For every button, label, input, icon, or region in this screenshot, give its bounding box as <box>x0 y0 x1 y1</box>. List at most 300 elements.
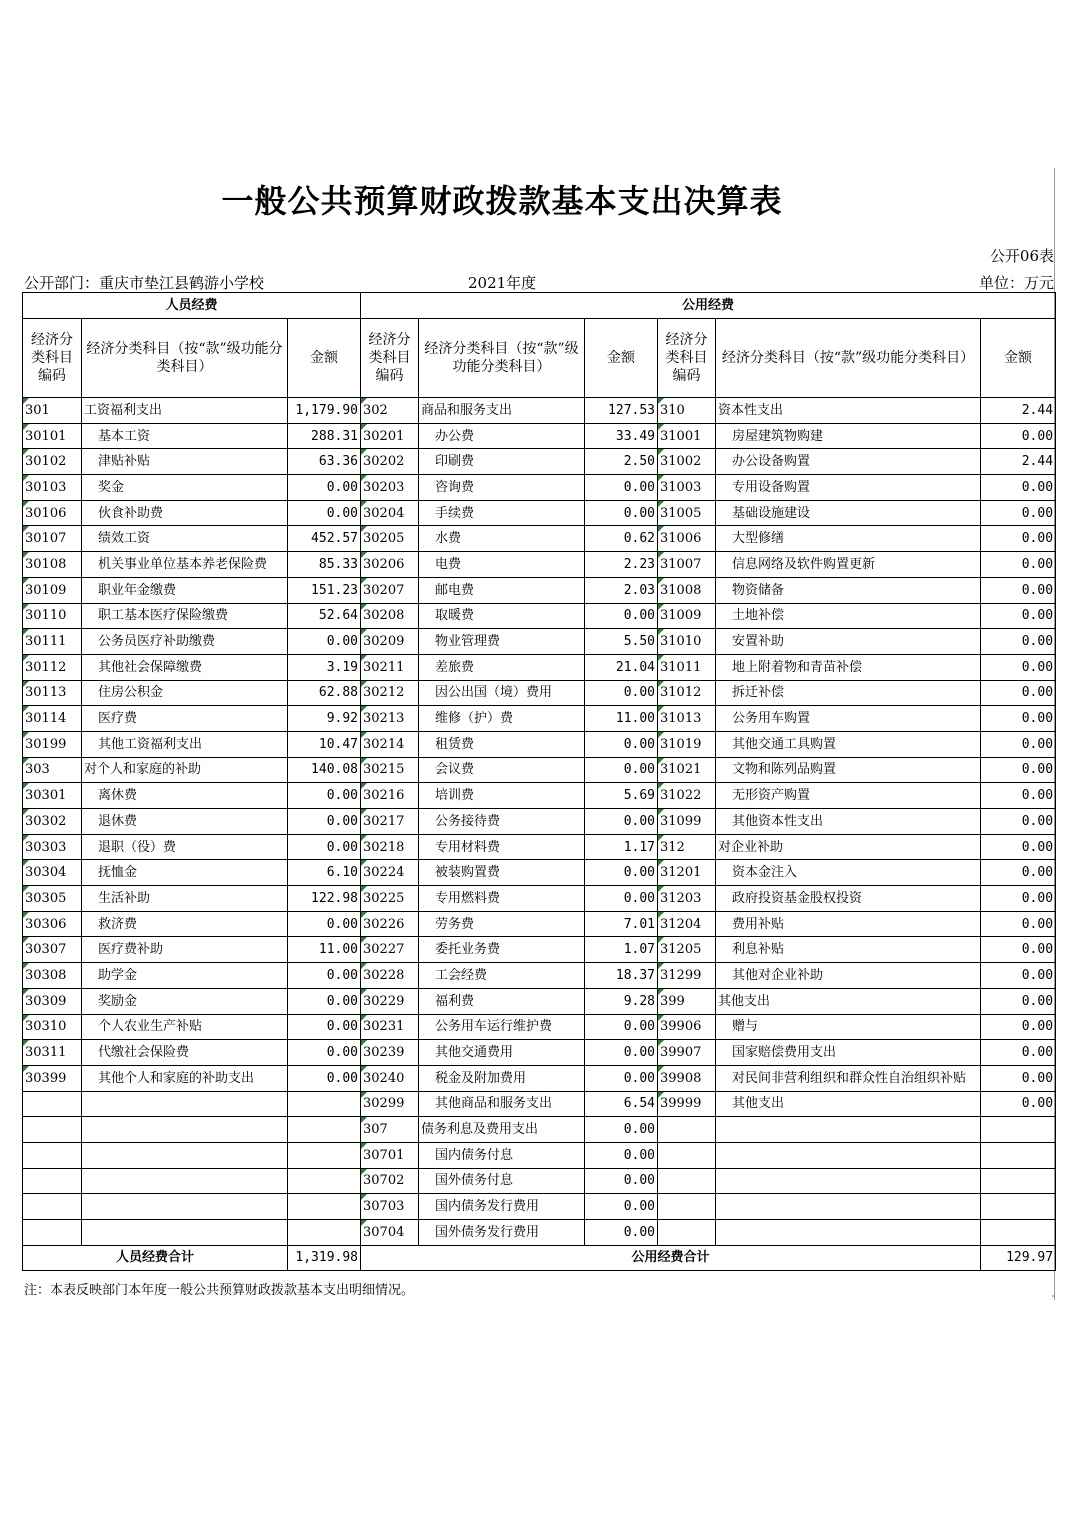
amount-cell: 85.33 <box>288 552 361 578</box>
table-row <box>23 937 1056 963</box>
amount-cell <box>288 1091 361 1117</box>
subject-cell: 因公出国（境）费用 <box>419 680 585 706</box>
subject-cell: 其他社会保障缴费 <box>82 654 288 680</box>
amount-cell: 2.03 <box>585 577 658 603</box>
table-row <box>23 757 1056 783</box>
public-total-value: 129.97 <box>981 1245 1056 1270</box>
code-cell <box>658 1117 716 1143</box>
subject-cell: 工资福利支出 <box>82 398 288 424</box>
amount-cell: 0.00 <box>981 654 1056 680</box>
expenditure-table <box>22 292 1056 1271</box>
subject-cell: 资本金注入 <box>716 860 981 886</box>
table-row <box>23 1065 1056 1091</box>
subject-cell: 职工基本医疗保险缴费 <box>82 603 288 629</box>
amount-cell: 1,179.90 <box>288 398 361 424</box>
subject-cell: 政府投资基金股权投资 <box>716 886 981 912</box>
amount-cell <box>981 1117 1056 1143</box>
header-subject: 经济分类科目（按“款”级功能分类科目） <box>716 319 981 398</box>
subject-cell: 被装购置费 <box>419 860 585 886</box>
code-cell: 30229 <box>361 988 419 1014</box>
code-cell <box>23 1220 82 1246</box>
subject-cell: 奖励金 <box>82 988 288 1014</box>
subject-cell: 职业年金缴费 <box>82 577 288 603</box>
code-cell: 31010 <box>658 629 716 655</box>
subject-cell: 抚恤金 <box>82 860 288 886</box>
header-code: 经济分类科目编码 <box>658 319 716 398</box>
code-cell: 31012 <box>658 680 716 706</box>
code-cell: 301 <box>23 398 82 424</box>
table-row <box>23 552 1056 578</box>
subject-cell: 国外债务付息 <box>419 1168 585 1194</box>
amount-cell: 452.57 <box>288 526 361 552</box>
code-cell: 30302 <box>23 809 82 835</box>
table-row <box>23 526 1056 552</box>
amount-cell: 0.00 <box>585 475 658 501</box>
amount-cell: 0.00 <box>585 500 658 526</box>
amount-cell: 2.44 <box>981 449 1056 475</box>
subject-cell: 水费 <box>419 526 585 552</box>
amount-cell: 127.53 <box>585 398 658 424</box>
subject-cell: 差旅费 <box>419 654 585 680</box>
code-cell: 30201 <box>361 423 419 449</box>
public-total-label: 公用经费合计 <box>361 1245 981 1270</box>
amount-cell: 0.00 <box>981 1040 1056 1066</box>
code-cell: 30704 <box>361 1220 419 1246</box>
subject-cell: 物资储备 <box>716 577 981 603</box>
amount-cell: 0.00 <box>981 731 1056 757</box>
amount-cell: 0.00 <box>981 809 1056 835</box>
subject-cell: 生活补助 <box>82 886 288 912</box>
subject-cell <box>82 1220 288 1246</box>
amount-cell: 0.00 <box>288 911 361 937</box>
code-cell: 30307 <box>23 937 82 963</box>
subject-cell <box>716 1117 981 1143</box>
amount-cell: 122.98 <box>288 886 361 912</box>
amount-cell: 0.00 <box>981 937 1056 963</box>
code-cell: 30216 <box>361 783 419 809</box>
table-row <box>23 706 1056 732</box>
amount-cell: 0.00 <box>585 1014 658 1040</box>
subject-cell: 其他支出 <box>716 988 981 1014</box>
code-cell: 30208 <box>361 603 419 629</box>
page-title: 一般公共预算财政拨款基本支出决算表 <box>221 182 783 220</box>
code-cell: 30109 <box>23 577 82 603</box>
amount-cell <box>981 1220 1056 1246</box>
subject-cell: 住房公积金 <box>82 680 288 706</box>
amount-cell: 0.00 <box>981 1091 1056 1117</box>
amount-cell <box>981 1194 1056 1220</box>
amount-cell <box>981 1142 1056 1168</box>
code-cell: 31006 <box>658 526 716 552</box>
amount-cell: 63.36 <box>288 449 361 475</box>
code-cell: 30114 <box>23 706 82 732</box>
amount-cell: 5.50 <box>585 629 658 655</box>
subject-cell: 大型修缮 <box>716 526 981 552</box>
amount-cell: 11.00 <box>585 706 658 732</box>
code-cell: 31002 <box>658 449 716 475</box>
code-cell <box>658 1168 716 1194</box>
amount-cell: 0.00 <box>981 603 1056 629</box>
table-row <box>23 449 1056 475</box>
subject-cell: 代缴社会保险费 <box>82 1040 288 1066</box>
code-cell: 39906 <box>658 1014 716 1040</box>
amount-cell: 0.62 <box>585 526 658 552</box>
header-amount: 金额 <box>981 319 1056 398</box>
code-cell: 30106 <box>23 500 82 526</box>
table-row <box>23 1220 1056 1246</box>
subject-cell: 公务用车运行维护费 <box>419 1014 585 1040</box>
table-row <box>23 1040 1056 1066</box>
table-row <box>23 1168 1056 1194</box>
amount-cell: 6.54 <box>585 1091 658 1117</box>
code-cell: 31203 <box>658 886 716 912</box>
amount-cell: 2.44 <box>981 398 1056 424</box>
code-cell: 39907 <box>658 1040 716 1066</box>
code-cell: 30310 <box>23 1014 82 1040</box>
code-cell: 30211 <box>361 654 419 680</box>
amount-cell: 1.17 <box>585 834 658 860</box>
subject-cell: 其他交通工具购置 <box>716 731 981 757</box>
subject-cell <box>82 1194 288 1220</box>
amount-cell: 1.07 <box>585 937 658 963</box>
code-cell: 31099 <box>658 809 716 835</box>
code-cell: 30202 <box>361 449 419 475</box>
code-cell: 31205 <box>658 937 716 963</box>
table-row <box>23 886 1056 912</box>
subject-cell: 公务用车购置 <box>716 706 981 732</box>
code-cell: 310 <box>658 398 716 424</box>
code-cell: 30703 <box>361 1194 419 1220</box>
table-row <box>23 783 1056 809</box>
code-cell: 30701 <box>361 1142 419 1168</box>
amount-cell: 0.00 <box>585 603 658 629</box>
subject-cell: 个人农业生产补贴 <box>82 1014 288 1040</box>
code-cell: 30110 <box>23 603 82 629</box>
table-row <box>23 860 1056 886</box>
amount-cell: 0.00 <box>981 988 1056 1014</box>
code-cell: 30207 <box>361 577 419 603</box>
subject-cell: 物业管理费 <box>419 629 585 655</box>
code-cell: 30306 <box>23 911 82 937</box>
subject-cell <box>716 1194 981 1220</box>
group-personnel: 人员经费 <box>23 293 361 319</box>
subject-cell: 医疗费 <box>82 706 288 732</box>
amount-cell <box>288 1117 361 1143</box>
amount-cell: 0.00 <box>288 988 361 1014</box>
code-cell <box>658 1220 716 1246</box>
subject-cell: 其他资本性支出 <box>716 809 981 835</box>
subject-cell: 国外债务发行费用 <box>419 1220 585 1246</box>
amount-cell: 0.00 <box>288 809 361 835</box>
footnote: 注：本表反映部门本年度一般公共预算财政拨款基本支出明细情况。 <box>24 1283 415 1298</box>
code-cell: 30205 <box>361 526 419 552</box>
subject-cell: 电费 <box>419 552 585 578</box>
table-row <box>23 834 1056 860</box>
code-cell: 303 <box>23 757 82 783</box>
subject-cell <box>82 1091 288 1117</box>
amount-cell: 0.00 <box>981 475 1056 501</box>
code-cell: 30226 <box>361 911 419 937</box>
code-cell: 30239 <box>361 1040 419 1066</box>
header-code: 经济分类科目编码 <box>23 319 82 398</box>
code-cell <box>23 1142 82 1168</box>
subject-cell: 租赁费 <box>419 731 585 757</box>
code-cell: 307 <box>361 1117 419 1143</box>
amount-cell: 0.00 <box>288 963 361 989</box>
subject-cell: 赠与 <box>716 1014 981 1040</box>
table-row <box>23 963 1056 989</box>
table-row <box>23 603 1056 629</box>
subject-cell: 税金及附加费用 <box>419 1065 585 1091</box>
code-cell <box>23 1168 82 1194</box>
subject-cell: 培训费 <box>419 783 585 809</box>
code-cell: 30231 <box>361 1014 419 1040</box>
table-row <box>23 1194 1056 1220</box>
code-cell: 30399 <box>23 1065 82 1091</box>
subject-cell: 公务员医疗补助缴费 <box>82 629 288 655</box>
amount-cell <box>288 1194 361 1220</box>
amount-cell: 0.00 <box>288 834 361 860</box>
subject-cell: 工会经费 <box>419 963 585 989</box>
subject-cell: 费用补贴 <box>716 911 981 937</box>
code-cell: 30209 <box>361 629 419 655</box>
code-cell: 39999 <box>658 1091 716 1117</box>
code-cell: 30101 <box>23 423 82 449</box>
amount-cell: 62.88 <box>288 680 361 706</box>
subject-cell: 文物和陈列品购置 <box>716 757 981 783</box>
subject-cell: 离休费 <box>82 783 288 809</box>
unit-label: 单位：万元 <box>978 274 1054 292</box>
subject-cell: 其他对企业补助 <box>716 963 981 989</box>
table-row <box>23 577 1056 603</box>
subject-cell: 咨询费 <box>419 475 585 501</box>
subject-cell: 其他商品和服务支出 <box>419 1091 585 1117</box>
code-cell: 31022 <box>658 783 716 809</box>
amount-cell: 0.00 <box>981 886 1056 912</box>
amount-cell: 0.00 <box>585 757 658 783</box>
subject-cell: 其他个人和家庭的补助支出 <box>82 1065 288 1091</box>
subject-cell: 劳务费 <box>419 911 585 937</box>
header-amount: 金额 <box>585 319 658 398</box>
code-cell: 30228 <box>361 963 419 989</box>
code-cell: 31013 <box>658 706 716 732</box>
code-cell: 39908 <box>658 1065 716 1091</box>
subject-cell: 房屋建筑物购建 <box>716 423 981 449</box>
header-subject: 经济分类科目（按“款”级功能分类科目） <box>419 319 585 398</box>
code-cell: 30212 <box>361 680 419 706</box>
table-row <box>23 475 1056 501</box>
amount-cell: 3.19 <box>288 654 361 680</box>
code-cell: 30113 <box>23 680 82 706</box>
code-cell: 30213 <box>361 706 419 732</box>
code-cell: 30204 <box>361 500 419 526</box>
table-row <box>23 1091 1056 1117</box>
subject-cell: 专用材料费 <box>419 834 585 860</box>
code-cell: 30301 <box>23 783 82 809</box>
code-cell: 30225 <box>361 886 419 912</box>
amount-cell: 0.00 <box>585 1065 658 1091</box>
amount-cell: 0.00 <box>981 680 1056 706</box>
subject-cell <box>82 1168 288 1194</box>
subject-cell: 拆迁补偿 <box>716 680 981 706</box>
subject-cell <box>716 1142 981 1168</box>
subject-cell: 办公设备购置 <box>716 449 981 475</box>
header-code: 经济分类科目编码 <box>361 319 419 398</box>
amount-cell: 11.00 <box>288 937 361 963</box>
amount-cell: 0.00 <box>585 1194 658 1220</box>
subject-cell: 对个人和家庭的补助 <box>82 757 288 783</box>
code-cell: 31204 <box>658 911 716 937</box>
subject-cell: 伙食补助费 <box>82 500 288 526</box>
code-cell: 30227 <box>361 937 419 963</box>
table-row <box>23 654 1056 680</box>
code-cell <box>23 1117 82 1143</box>
code-cell: 30203 <box>361 475 419 501</box>
subject-cell: 债务利息及费用支出 <box>419 1117 585 1143</box>
subject-cell: 国内债务发行费用 <box>419 1194 585 1220</box>
amount-cell: 7.01 <box>585 911 658 937</box>
table-row <box>23 1014 1056 1040</box>
subject-cell: 其他支出 <box>716 1091 981 1117</box>
amount-cell: 0.00 <box>981 834 1056 860</box>
table-row <box>23 500 1056 526</box>
code-cell: 30199 <box>23 731 82 757</box>
code-cell: 30303 <box>23 834 82 860</box>
code-cell: 31008 <box>658 577 716 603</box>
amount-cell: 151.23 <box>288 577 361 603</box>
amount-cell: 0.00 <box>981 1014 1056 1040</box>
code-cell: 302 <box>361 398 419 424</box>
subject-cell: 基本工资 <box>82 423 288 449</box>
code-cell: 31009 <box>658 603 716 629</box>
table-row <box>23 731 1056 757</box>
code-cell: 30309 <box>23 988 82 1014</box>
code-cell: 30240 <box>361 1065 419 1091</box>
amount-cell: 18.37 <box>585 963 658 989</box>
code-cell: 30308 <box>23 963 82 989</box>
subject-cell: 公务接待费 <box>419 809 585 835</box>
code-cell: 30112 <box>23 654 82 680</box>
department-label: 公开部门：重庆市垫江县鹤游小学校 <box>24 274 265 292</box>
amount-cell: 0.00 <box>981 706 1056 732</box>
code-cell: 30304 <box>23 860 82 886</box>
amount-cell: 21.04 <box>585 654 658 680</box>
subject-cell: 印刷费 <box>419 449 585 475</box>
amount-cell: 140.08 <box>288 757 361 783</box>
code-cell: 30108 <box>23 552 82 578</box>
code-cell: 31005 <box>658 500 716 526</box>
subject-cell: 奖金 <box>82 475 288 501</box>
subject-cell: 对民间非营利组织和群众性自治组织补贴 <box>716 1065 981 1091</box>
subject-cell: 手续费 <box>419 500 585 526</box>
amount-cell: 0.00 <box>981 423 1056 449</box>
table-body <box>23 398 1056 1246</box>
amount-cell: 2.23 <box>585 552 658 578</box>
subject-cell: 资本性支出 <box>716 398 981 424</box>
code-cell <box>658 1194 716 1220</box>
code-cell <box>658 1142 716 1168</box>
code-cell: 31011 <box>658 654 716 680</box>
group-public: 公用经费 <box>361 293 1056 319</box>
subject-cell: 信息网络及软件购置更新 <box>716 552 981 578</box>
code-cell: 30102 <box>23 449 82 475</box>
subject-cell: 办公费 <box>419 423 585 449</box>
header-amount: 金额 <box>288 319 361 398</box>
amount-cell: 0.00 <box>288 475 361 501</box>
amount-cell: 0.00 <box>981 963 1056 989</box>
amount-cell: 0.00 <box>981 911 1056 937</box>
subject-cell: 退休费 <box>82 809 288 835</box>
code-cell <box>23 1091 82 1117</box>
code-cell: 31299 <box>658 963 716 989</box>
amount-cell: 288.31 <box>288 423 361 449</box>
amount-cell: 0.00 <box>585 1142 658 1168</box>
amount-cell: 6.10 <box>288 860 361 886</box>
amount-cell: 0.00 <box>981 757 1056 783</box>
code-cell: 30103 <box>23 475 82 501</box>
subject-cell: 委托业务费 <box>419 937 585 963</box>
amount-cell: 0.00 <box>981 860 1056 886</box>
table-row <box>23 911 1056 937</box>
year-label: 2021年度 <box>468 274 537 292</box>
amount-cell <box>981 1168 1056 1194</box>
code-cell <box>23 1194 82 1220</box>
subject-cell: 商品和服务支出 <box>419 398 585 424</box>
subject-cell: 专用燃料费 <box>419 886 585 912</box>
code-cell: 31021 <box>658 757 716 783</box>
table-row <box>23 423 1056 449</box>
subject-cell: 土地补偿 <box>716 603 981 629</box>
amount-cell: 0.00 <box>585 860 658 886</box>
amount-cell: 0.00 <box>288 500 361 526</box>
scan-mark <box>1052 1295 1054 1297</box>
subject-cell: 绩效工资 <box>82 526 288 552</box>
subject-cell: 安置补助 <box>716 629 981 655</box>
subject-cell: 助学金 <box>82 963 288 989</box>
subject-cell: 医疗费补助 <box>82 937 288 963</box>
subject-cell: 维修（护）费 <box>419 706 585 732</box>
amount-cell <box>288 1220 361 1246</box>
amount-cell: 0.00 <box>288 629 361 655</box>
code-cell: 30702 <box>361 1168 419 1194</box>
amount-cell: 0.00 <box>288 1040 361 1066</box>
subject-cell: 其他工资福利支出 <box>82 731 288 757</box>
amount-cell: 2.50 <box>585 449 658 475</box>
subject-cell: 国内债务付息 <box>419 1142 585 1168</box>
table-row <box>23 1142 1056 1168</box>
code-cell: 30218 <box>361 834 419 860</box>
subject-cell <box>716 1220 981 1246</box>
amount-cell: 0.00 <box>585 680 658 706</box>
amount-cell: 0.00 <box>288 1065 361 1091</box>
table-row <box>23 1117 1056 1143</box>
amount-cell: 0.00 <box>585 1117 658 1143</box>
subject-cell: 会议费 <box>419 757 585 783</box>
subject-cell <box>82 1117 288 1143</box>
personnel-total-label: 人员经费合计 <box>23 1245 288 1270</box>
amount-cell: 5.69 <box>585 783 658 809</box>
amount-cell: 0.00 <box>288 783 361 809</box>
code-cell: 30215 <box>361 757 419 783</box>
code-cell: 30107 <box>23 526 82 552</box>
code-cell: 399 <box>658 988 716 1014</box>
amount-cell <box>288 1168 361 1194</box>
code-cell: 31007 <box>658 552 716 578</box>
amount-cell: 33.49 <box>585 423 658 449</box>
code-cell: 31019 <box>658 731 716 757</box>
table-row <box>23 398 1056 424</box>
subject-cell: 基础设施建设 <box>716 500 981 526</box>
